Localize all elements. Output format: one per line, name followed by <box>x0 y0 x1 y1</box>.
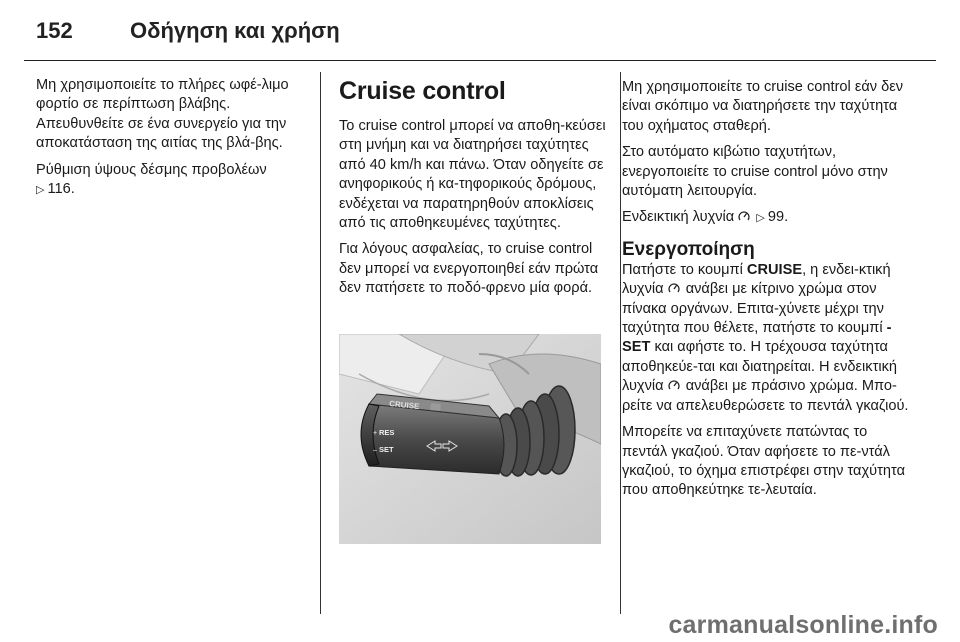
column-right <box>622 78 912 508</box>
column-divider <box>620 72 621 614</box>
cruise-control-lamp-icon <box>738 210 750 222</box>
ref-text: Ρύθμιση ύψους δέσμης προβολέων <box>36 161 267 178</box>
text-run: και αφήστε το. Η τρέχουσα ταχύτητα αποθηκεύε-ται και διατηρείται. Η ενδεικτική λυχνία <box>622 339 898 395</box>
paragraph-activation <box>622 261 912 416</box>
text-run: , η ενδει-κτική λυχνία <box>622 261 891 298</box>
cruise-control-lamp-icon <box>668 379 680 391</box>
paragraph: Στο αυτόματο κιβώτιο ταχυτήτων, ενεργοποιείτε το cruise control μόνο στην αυτόματη λειτουργία. <box>622 144 888 200</box>
chapter-title: Οδήγηση και χρήση <box>130 18 340 43</box>
page-header <box>24 14 936 54</box>
paragraph-ref <box>622 208 912 228</box>
paragraph: Μη χρησιμοποιείτε το πλήρες ωφέ-λιμο φορτίο σε περίπτωση βλάβης. Απευθυνθείτε σε ένα συνεργείο για την αποκατάσταση της αιτίας της βλά-βης. <box>36 77 289 152</box>
paragraph: Το cruise control μπορεί να αποθη-κεύσει στη μνήμη και να διατηρήσει ταχύτητες από 40 km/h και πάνω. Όταν οδηγείτε σε ανηφορικούς ή κα-τηφορικούς δρόμους, ενδέχεται να παρατηρηθούν αποκλίσεις από τις αποθηκευμένες ταχύτητες. <box>339 118 606 232</box>
column-middle <box>339 76 607 306</box>
ref-page[interactable]: 116. <box>47 181 75 198</box>
column-divider <box>320 72 321 614</box>
subsection-heading: Ενεργοποίηση <box>622 238 755 260</box>
svg-text:–: – <box>373 447 377 454</box>
text-run: Πατήστε το κουμπί <box>622 261 743 278</box>
ref-page[interactable]: 99. <box>767 209 789 226</box>
paragraph: Για λόγους ασφαλείας, το cruise control δεν μπορεί να ενεργοποιηθεί εάν πρώτα δεν πατήσετε το ποδό-φρενο μία φορά. <box>339 241 599 297</box>
paragraph: Μη χρησιμοποιείτε το cruise control εάν δεν είναι σκόπιμο να διατηρήσετε την ταχύτητα του οχήματος σταθερή. <box>622 79 904 134</box>
cruise-control-lever-photo <box>339 334 601 544</box>
section-heading: Cruise control <box>339 77 506 105</box>
text-run: ανάβει με κίτρινο χρώμα στον πίνακα οργάνων. Επιτα-χύνετε μέχρι την ταχύτητα που θέλετε, πατήστε το κουμπί <box>622 281 884 337</box>
photo-label-res: RES <box>379 428 395 437</box>
photo-label-set: SET <box>379 445 394 454</box>
cruise-button-label: CRUISE <box>746 261 803 278</box>
watermark: carmanualsonline.info <box>668 611 938 639</box>
cruise-control-lamp-icon <box>668 282 680 294</box>
lever-illustration <box>339 334 601 544</box>
paragraph-ref <box>36 161 306 201</box>
arrow-ref-icon: ▷ <box>36 184 45 197</box>
svg-text:+: + <box>373 430 378 437</box>
text-run: ανάβει με πράσινο χρώμα. Μπο-ρείτε να απελευθερώσετε το πεντάλ γκαζιού. <box>622 378 909 414</box>
set-button-label: - SET <box>622 320 892 356</box>
arrow-ref-icon: ▷ <box>756 212 765 225</box>
photo-label-cruise: CRUISE <box>388 399 420 412</box>
page-number: 152 <box>36 18 73 43</box>
ref-text: Ενδεικτική λυχνία <box>622 209 735 226</box>
paragraph: Μπορείτε να επιταχύνετε πατώντας το πεντάλ γκαζιού. Όταν αφήσετε το πε-ντάλ γκαζιού, το όχημα επιστρέφει στην ταχύτητα που αποθηκεύτηκε τε-λευταία. <box>622 424 906 499</box>
column-left <box>36 76 306 207</box>
header-rule <box>24 60 936 61</box>
